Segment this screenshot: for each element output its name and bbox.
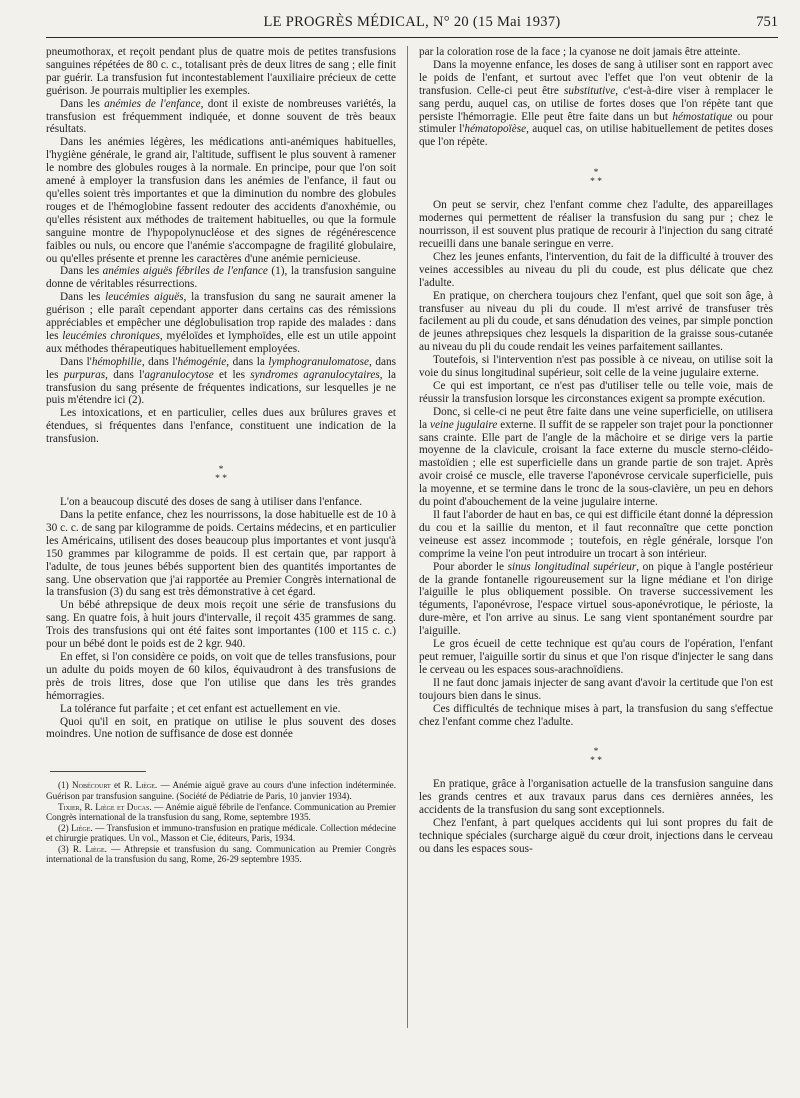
footnote-rule — [50, 771, 146, 772]
footnote: (3) R. Liège. — Athrepsie et transfusion du sang. Communication au Premier Congrès international de la transfusion du sang, Rome, 26-29 septembre 1935. — [46, 843, 396, 865]
page-header — [46, 14, 778, 38]
paragraph: Dans la petite enfance, chez les nourrissons, la dose habituelle est de 10 à 30 c. c. de sang par kilogramme de poids. Certains médecins, et en particulier les Américains, utilisent des doses beaucoup plus importantes et vont jusqu'à 150 grammes par kilogramme de poids. Il est certain que, par rapport à l'adulte, de tous jeunes bébés supportent bien des quantités importantes de sang. Une observation que j'ai rapportée au Premier Congrès international de la transfusion (3) du sang est très démonstrative à cet égard. — [46, 509, 396, 599]
paragraph: Dans l'hémophilie, dans l'hémogénie, dans la lymphogranulomatose, dans les purpuras, dans l'agranulocytose et les syndromes agranulocytaires, la transfusion du sang présente de fréquentes indications, sur lesquelles je ne puis m'étendre ici (2). — [46, 355, 397, 407]
paragraph: Ces difficultés de technique mises à part, la transfusion du sang s'effectue chez l'enfant comme chez l'adulte. — [419, 702, 773, 728]
paragraph: par la coloration rose de la face ; la cyanose ne doit jamais être atteinte. — [419, 46, 741, 58]
paragraph: Chez l'enfant, à part quelques accidents qui lui sont propres du fait de technique spéciales (surcharge aiguë du cœur droit, injections dans le cerveau ou dans les espaces sous- — [419, 817, 773, 855]
section-separator-asterisks: * * * — [590, 747, 602, 767]
footnote: (2) Liège. — Transfusion et immuno-transfusion en pratique médicale. Collection médecine et chirurgie pratiques. Un vol., Masson et Cie, éditeurs, Paris, 1934. — [46, 822, 396, 844]
paragraph: Dans les leucémies aiguës, la transfusion du sang ne saurait amener la guérison ; elle paraît cependant apporter dans certains cas des rémissions appréciables et empêcher une déglobulisation trop rapide des malades : dans les leucémies chroniques, myéloïdes et lymphoïdes, elle est un utile appoint aux méthodes thérapeutiques habituellement employées. — [46, 291, 396, 355]
paragraph: Le gros écueil de cette technique est qu'au cours de l'opération, l'enfant peut remuer, l'aiguille sortir du sinus et que l'on risque d'injecter le sang dans le cerveau ou les espaces sous-arachnoïdiens. — [419, 638, 773, 676]
paragraph: Quoi qu'il en soit, en pratique on utilise le plus souvent des doses moindres. Une notion de suffisance de dose est donnée — [46, 715, 396, 741]
paragraph: Il ne faut donc jamais injecter de sang avant d'avoir la certitude que l'on est toujours bien dans le sinus. — [419, 676, 773, 702]
journal-title: LE PROGRÈS MÉDICAL, N° 20 (15 Mai 1937) — [263, 14, 561, 30]
paragraph: Donc, si celle-ci ne peut être faite dans une veine superficielle, on utilisera la veine jugulaire externe. Il suffit de se rappeler son trajet pour la ponctionner sans crainte. Elle part de l'angle de la mâchoire et se dirige vers la partie moyenne de la clavicule, croisant la face externe du muscle sterno-cléido-mastoïdien ; elle est superficielle dans un grande partie de son trajet. Après avoir croisé ce muscle, elle traverse l'aponévrose cervicale superficielle, puis la moyenne, et se termine dans le tronc de la sous-clavière, un peu en dehors du point d'abouchement de la veine jugulaire interne. — [419, 405, 773, 509]
right-column — [419, 46, 773, 856]
paragraph: Dans les anémies légères, les médications anti-anémiques habituelles, l'hygiène générale, le grand air, l'altitude, suffisent le plus souvent à ramener le nombre des globules rouges à la normale. En principe, pour que l'on soit amené à employer la transfusion dans les anémies de l'enfance, il faut ou qu'elles soient très importantes et que la diminution du nombre des globules rouges et de l'hémoglobine fassent redouter des accidents d'anoxhémie, ou qu'elles résistent aux méthodes de traitement habituelles, ou que la formule sanguine montre de l'hypopolynucléose et des signes de régénérescence faibles ou nuls, ou encore que l'anémie s'accompagne de fragilité globulaire, ou qu'elles présente et prenne les caractères d'une anémie pernicieuse. — [46, 136, 396, 265]
paragraph: La tolérance fut parfaite ; et cet enfant est actuellement en vie. — [60, 702, 341, 715]
paragraph: Toutefois, si l'intervention n'est pas possible à ce niveau, on utilise soit la voie du sinus longitudinal supérieur, soit celle de la veine jugulaire externe. — [419, 354, 773, 380]
paragraph: On peut se servir, chez l'enfant comme chez l'adulte, des appareillages modernes qui permettent de réaliser la transfusion du sang pur ; chez le nourrisson, il est souvent plus pratique de recourir à l'injection du sang citraté recueilli dans une banale seringue en verre. — [419, 199, 773, 250]
paragraph: Chez les jeunes enfants, l'intervention, du fait de la difficulté à trouver des veines accessibles au niveau du pli du coude, est plus délicate que chez l'adulte. — [419, 250, 773, 289]
footnote: (1) Nobécourt et R. Liège. — Anémie aiguë grave au cours d'une infection indéterminée. Guérison par transfusion sanguine. (Société de Pédiatrie de Paris, 10 janvier 1934). — [46, 780, 397, 801]
paragraph: Dans les anémies de l'enfance, dont il existe de nombreuses variétés, la transfusion est fréquemment indiquée, et donne souvent de très beaux résultats. — [46, 97, 397, 136]
paragraph: En pratique, grâce à l'organisation actuelle de la transfusion sanguine dans les grands centres et aux travaux parus dans ces dernières années, les accidents de la transfusion du sang sont exceptionnels. — [419, 778, 773, 817]
paragraph: Dans les anémies aiguës fébriles de l'enfance (1), la transfusion sanguine donne de véritables résurrections. — [46, 265, 396, 291]
paragraph: L'on a beaucoup discuté des doses de sang à utiliser dans l'enfance. — [60, 496, 363, 509]
section-separator-asterisks: * * * — [590, 168, 602, 188]
paragraph: Dans la moyenne enfance, les doses de sang à utiliser sont en rapport avec le poids de l'enfant, et surtout avec l'effet que l'on veut obtenir de la transfusion. Celle-ci peut être substitutive, c'est-à-dire viser à remplacer le sang perdu, auquel cas, on utilise de fortes doses que l'on répète tant que persiste l'hémorragie. Elle peut être faite dans un but hémostatique ou pour stimuler l'hématopoïèse, auquel cas, on utilise habituellement de petites doses que l'on répète. — [419, 58, 773, 149]
section-separator-asterisks: * * * — [215, 465, 227, 485]
paragraph: En pratique, on cherchera toujours chez l'enfant, quel que soit son âge, à transfuser au niveau du pli du coude. Il m'est arrivé de transfuser très facilement au pli du coude, et sans dénudation des veines, par simple ponction de jeunes athrepsiques chez lesquels la disparition de la graisse sous-cutanée au niveau du pli du coude rendait les veines parfaitement saillantes. — [419, 289, 773, 354]
footnote: Tixier, R. Liège et Ducas. — Anémie aiguë fébrile de l'enfance. Communication au Premier Congrès international de la transfusion du sang, Rome, septembre 1935. — [46, 801, 396, 823]
header-rule — [46, 37, 778, 38]
page-number: 751 — [756, 14, 778, 30]
paragraph: En effet, si l'on considère ce poids, on voit que de telles transfusions, pour un adulte du poids moyen de 60 kilos, équivaudront à des transfusions de près de trois litres, dose que l'on utilise que dans les très grandes hémorragies. — [46, 650, 396, 702]
paragraph: pneumothorax, et reçoit pendant plus de quatre mois de petites transfusions sanguines répétées de 80 c. c., totalisant près de deux litres de sang ; elle finit par guérir. La transfusion fut incontestablement l'auxiliaire précieux de cette guérison. Je pourrais multiplier les exemples. — [46, 46, 396, 97]
paragraph: Ce qui est important, ce n'est pas d'utiliser telle ou telle voie, mais de réussir la transfusion lorsque les circonstances exigent sa prompte exécution. — [419, 379, 773, 405]
paragraph: Les intoxications, et en particulier, celles dues aux brûlures graves et étendues, si fréquentes dans l'enfance, constituent une indication de la transfusion. — [46, 407, 396, 446]
paragraph: Pour aborder le sinus longitudinal supérieur, on pique à l'angle postérieur de la grande fontanelle rigoureusement sur la ligne médiane et l'on dirige l'aiguille le plus obliquement possible. On traverse successivement les téguments, l'aponévrose, l'espace virtuel sous-aponévrotique, le périoste, la dure-mère, et l'on arrive au sinus. Le sang vient spontanément sourdre par l'aiguille. — [419, 560, 773, 638]
paragraph: Un bébé athrepsique de deux mois reçoit une série de transfusions du sang. En quatre fois, à huit jours d'intervalle, il reçoit 435 grammes de sang. Trois des transfusions qui ont été faites sont importantes (100 et 115 c. c.) pour un bébé dont le poids est de 2 kgr. 940. — [46, 599, 396, 651]
paragraph: Il faut l'aborder de haut en bas, ce qui est difficile étant donné la dépression du cou et la saillie du menton, et il faut reconnaître que cette ponction veineuse est assez incommode ; toutefois, en règle générale, lorsque l'on comprime la veine l'on peut introduire un trocart à son intérieur. — [419, 509, 773, 560]
left-column — [46, 46, 396, 865]
column-divider — [407, 46, 408, 1028]
